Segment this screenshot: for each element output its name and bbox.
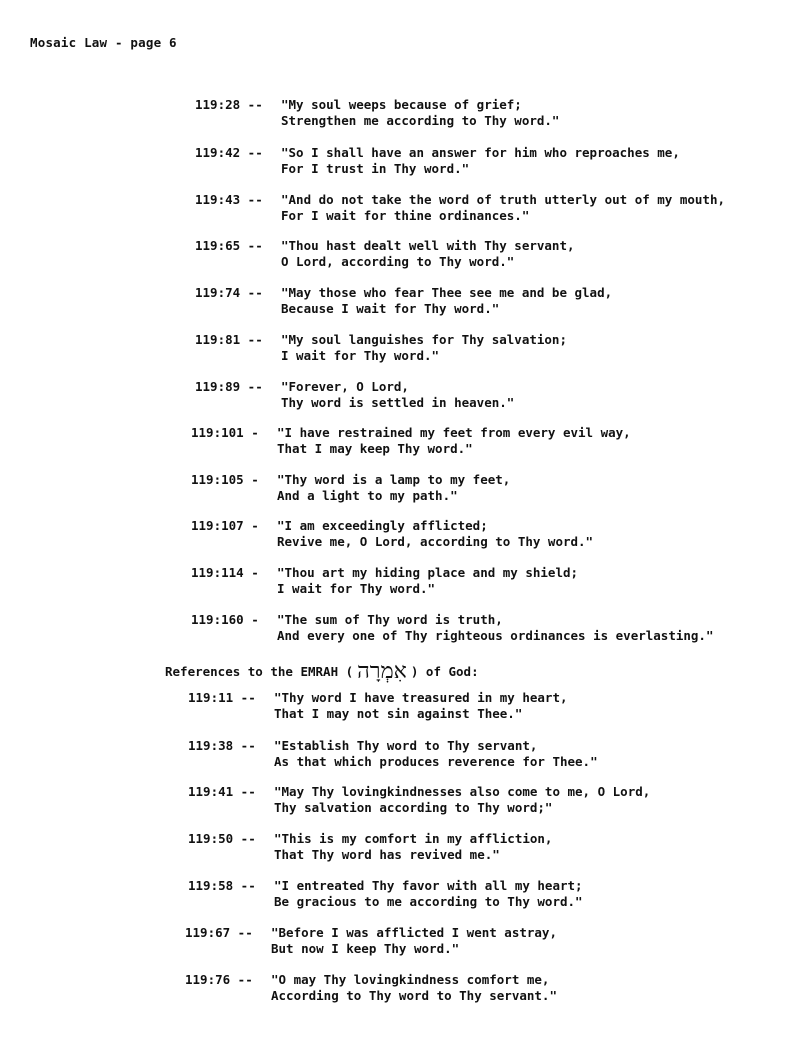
verse-ref: 119:58 -- bbox=[188, 878, 256, 893]
verse-line-2: As that which produces reverence for Thee." bbox=[274, 754, 598, 769]
verse-ref: 119:81 -- bbox=[195, 332, 263, 347]
verse-line-1: "I entreated Thy favor with all my heart; bbox=[274, 878, 583, 893]
verse-line-1: "May Thy lovingkindnesses also come to me, O Lord, bbox=[274, 784, 651, 799]
verse-ref: 119:76 -- bbox=[185, 972, 253, 987]
verse-line-2: Because I wait for Thy word." bbox=[281, 301, 500, 316]
verse-block bbox=[195, 192, 725, 224]
verse-block bbox=[191, 612, 714, 644]
verse-block bbox=[195, 145, 680, 177]
verse-ref: 119:42 -- bbox=[195, 145, 263, 160]
verse-block bbox=[195, 379, 514, 411]
verse-line-1: "So I shall have an answer for him who reproaches me, bbox=[281, 145, 680, 160]
verse-block bbox=[195, 97, 559, 129]
verse-block bbox=[191, 472, 510, 504]
section-heading bbox=[165, 658, 479, 684]
verse-line-1: "O may Thy lovingkindness comfort me, bbox=[271, 972, 550, 987]
verse-line-1: "May those who fear Thee see me and be glad, bbox=[281, 285, 613, 300]
verse-block bbox=[185, 972, 557, 1004]
verse-block bbox=[191, 565, 578, 597]
verse-ref: 119:74 -- bbox=[195, 285, 263, 300]
verse-line-2: I wait for Thy word." bbox=[281, 348, 440, 363]
verse-ref: 119:101 - bbox=[191, 425, 259, 440]
verse-line-1: "The sum of Thy word is truth, bbox=[277, 612, 503, 627]
verse-line-2: But now I keep Thy word." bbox=[271, 941, 460, 956]
verse-line-2: And every one of Thy righteous ordinances is everlasting." bbox=[277, 628, 714, 643]
verse-block bbox=[195, 285, 612, 317]
verse-line-1: "I have restrained my feet from every evil way, bbox=[277, 425, 631, 440]
verse-line-1: "I am exceedingly afflicted; bbox=[277, 518, 488, 533]
section-heading-after: ) of God: bbox=[410, 663, 479, 679]
page-header: Mosaic Law - page 6 bbox=[30, 35, 177, 50]
verse-block bbox=[195, 238, 575, 270]
verse-block bbox=[191, 425, 631, 457]
section-heading-before: References to the EMRAH ( bbox=[165, 663, 354, 679]
verse-ref: 119:107 - bbox=[191, 518, 259, 533]
verse-ref: 119:160 - bbox=[191, 612, 259, 627]
verse-line-1: "Before I was afflicted I went astray, bbox=[271, 925, 557, 940]
verse-block bbox=[185, 925, 557, 957]
verse-line-2: Be gracious to me according to Thy word." bbox=[274, 894, 583, 909]
verse-line-2: For I trust in Thy word." bbox=[281, 161, 470, 176]
verse-block bbox=[188, 690, 568, 722]
verse-block bbox=[188, 878, 583, 910]
verse-ref: 119:89 -- bbox=[195, 379, 263, 394]
verse-block bbox=[188, 738, 598, 770]
hebrew-word: אִמְרָה bbox=[357, 659, 407, 684]
verse-line-1: "And do not take the word of truth utterly out of my mouth, bbox=[281, 192, 726, 207]
verse-line-1: "Thy word is a lamp to my feet, bbox=[277, 472, 511, 487]
verse-ref: 119:11 -- bbox=[188, 690, 256, 705]
verse-line-2: For I wait for thine ordinances." bbox=[281, 208, 530, 223]
verse-line-1: "Thou hast dealt well with Thy servant, bbox=[281, 238, 575, 253]
verse-line-1: "Establish Thy word to Thy servant, bbox=[274, 738, 538, 753]
verse-ref: 119:114 - bbox=[191, 565, 259, 580]
verse-ref: 119:67 -- bbox=[185, 925, 253, 940]
verse-ref: 119:43 -- bbox=[195, 192, 263, 207]
verse-ref: 119:105 - bbox=[191, 472, 259, 487]
verse-line-2: Strengthen me according to Thy word." bbox=[281, 113, 560, 128]
verse-line-2: Thy salvation according to Thy word;" bbox=[274, 800, 553, 815]
verse-line-2: That Thy word has revived me." bbox=[274, 847, 500, 862]
verse-line-2: According to Thy word to Thy servant." bbox=[271, 988, 557, 1003]
verse-line-2: That I may keep Thy word." bbox=[277, 441, 473, 456]
verse-block bbox=[188, 831, 552, 863]
verse-line-2: And a light to my path." bbox=[277, 488, 458, 503]
verse-line-1: "This is my comfort in my affliction, bbox=[274, 831, 553, 846]
verse-line-2: I wait for Thy word." bbox=[277, 581, 436, 596]
verse-ref: 119:65 -- bbox=[195, 238, 263, 253]
verse-line-1: "My soul weeps because of grief; bbox=[281, 97, 522, 112]
verse-ref: 119:41 -- bbox=[188, 784, 256, 799]
verse-block bbox=[195, 332, 567, 364]
verse-ref: 119:38 -- bbox=[188, 738, 256, 753]
verse-ref: 119:50 -- bbox=[188, 831, 256, 846]
verse-ref: 119:28 -- bbox=[195, 97, 263, 112]
verse-line-2: Thy word is settled in heaven." bbox=[281, 395, 515, 410]
verse-line-2: O Lord, according to Thy word." bbox=[281, 254, 515, 269]
verse-line-1: "My soul languishes for Thy salvation; bbox=[281, 332, 567, 347]
verse-block bbox=[191, 518, 593, 550]
verse-line-1: "Forever, O Lord, bbox=[281, 379, 409, 394]
verse-line-1: "Thou art my hiding place and my shield; bbox=[277, 565, 579, 580]
verse-line-2: Revive me, O Lord, according to Thy word." bbox=[277, 534, 594, 549]
verse-line-1: "Thy word I have treasured in my heart, bbox=[274, 690, 568, 705]
verse-line-2: That I may not sin against Thee." bbox=[274, 706, 523, 721]
verse-block bbox=[188, 784, 650, 816]
